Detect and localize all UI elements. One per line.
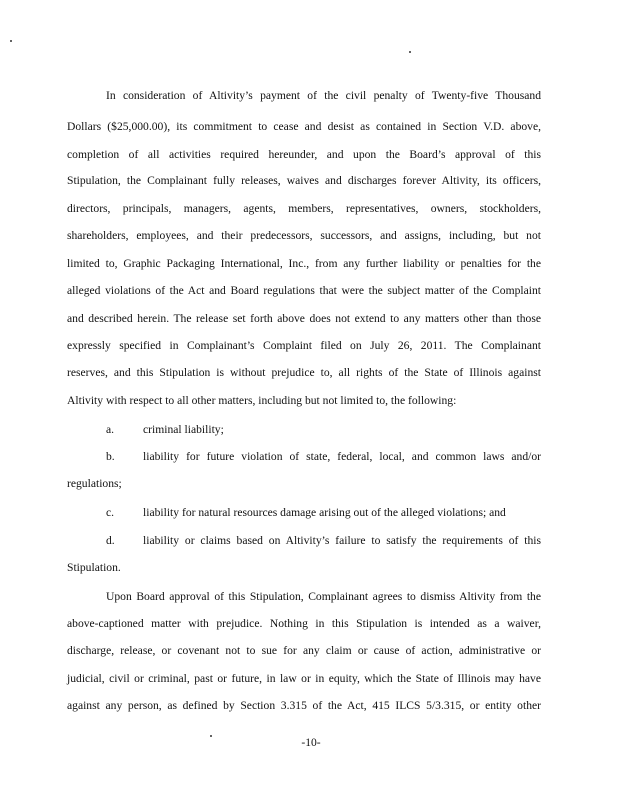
list-item-continuation: regulations; xyxy=(67,477,122,490)
paragraph-line: judicial, civil or criminal, past or future, in law or in equity, which the State of Illinois may have xyxy=(67,672,541,685)
list-item-letter: b. xyxy=(106,450,115,463)
list-item-text: criminal liability; xyxy=(143,423,224,436)
scan-speck xyxy=(409,51,411,53)
paragraph-line: above-captioned matter with prejudice. Nothing in this Stipulation is intended as a waiver, xyxy=(67,617,541,630)
paragraph-line: directors, principals, managers, agents, members, representatives, owners, stockholders, xyxy=(67,202,541,215)
paragraph-line: Upon Board approval of this Stipulation, Complainant agrees to dismiss Altivity from the xyxy=(106,590,541,603)
paragraph-line: completion of all activities required hereunder, and upon the Board’s approval of this xyxy=(67,148,541,161)
list-item-letter: a. xyxy=(106,423,115,436)
list-item-text: liability for natural resources damage arising out of the alleged violations; and xyxy=(143,506,506,519)
list-item-continuation: Stipulation. xyxy=(67,561,121,574)
paragraph-line: Dollars ($25,000.00), its commitment to cease and desist as contained in Section V.D. above, xyxy=(67,120,541,133)
paragraph-line: shareholders, employees, and their predecessors, successors, and assigns, including, but not xyxy=(67,229,541,242)
paragraph-line: alleged violations of the Act and Board regulations that were the subject matter of the Complaint xyxy=(67,284,541,297)
paragraph-line: limited to, Graphic Packaging International, Inc., from any further liability or penalties for the xyxy=(67,257,541,270)
paragraph-line: reserves, and this Stipulation is without prejudice to, all rights of the State of Illinois against xyxy=(67,366,541,379)
page-number: -10- xyxy=(301,736,321,749)
list-item-text: liability or claims based on Altivity’s failure to satisfy the requirements of this xyxy=(143,534,541,547)
paragraph-line: Altivity with respect to all other matters, including but not limited to, the following: xyxy=(67,394,457,407)
list-item-text: liability for future violation of state, federal, local, and common laws and/or xyxy=(143,450,541,463)
list-item-letter: d. xyxy=(106,534,115,547)
paragraph-line: and described herein. The release set forth above does not extend to any matters other than those xyxy=(67,312,541,325)
list-item-letter: c. xyxy=(106,506,115,519)
paragraph-line: expressly specified in Complainant’s Complaint filed on July 26, 2011. The Complainant xyxy=(67,339,541,352)
scan-speck xyxy=(10,40,12,42)
paragraph-line: In consideration of Altivity’s payment of the civil penalty of Twenty-five Thousand xyxy=(106,89,541,102)
paragraph-line: discharge, release, or covenant not to sue for any claim or cause of action, administrative or xyxy=(67,644,541,657)
paragraph-line: Stipulation, the Complainant fully releases, waives and discharges forever Altivity, its officers, xyxy=(67,174,541,187)
paragraph-line: against any person, as defined by Section 3.315 of the Act, 415 ILCS 5/3.315, or entity other xyxy=(67,699,541,712)
